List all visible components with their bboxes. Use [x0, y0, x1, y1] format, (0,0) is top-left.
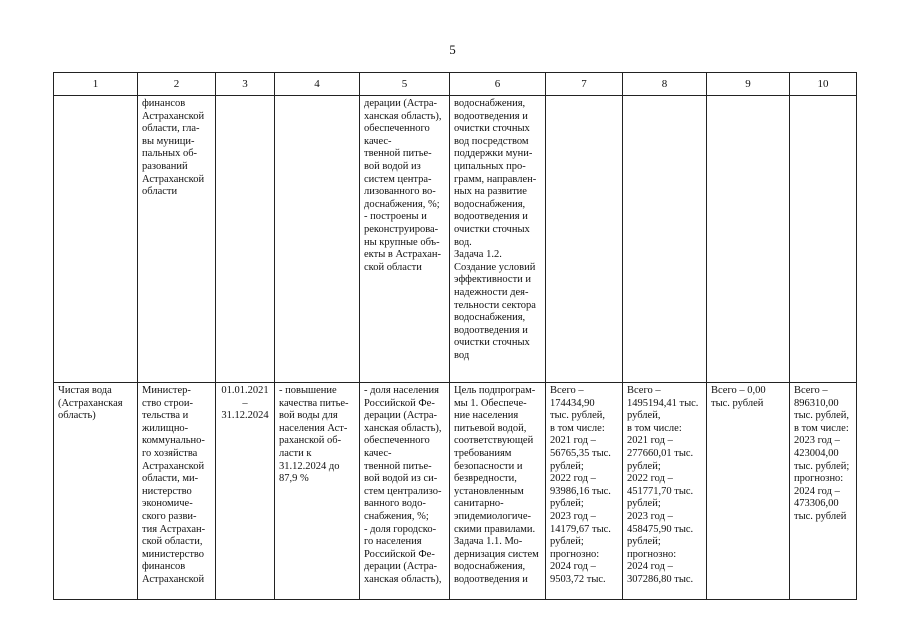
table-cell: Всего – 174434,90 тыс. рублей, в том числе: 2021 год – 56765,35 тыс. рублей; 2022 год – 93986,16 тыс. рублей; 2023 год – 14179,67 тыс. рублей; прогнозно: 2024 год – 9503,72 тыс. — [546, 383, 623, 600]
table-cell: Министер- ство строи- тельства и жилищно- коммунально- го хозяйства Астраханской области, ми- нистерство экономиче- ского разви- тия Астрахан- ской области, министерство финансов Астраханской — [138, 383, 216, 600]
program-table — [53, 72, 857, 600]
table-cell — [216, 96, 275, 383]
page-number: 5 — [449, 42, 456, 57]
header-cell: 7 — [546, 73, 623, 96]
table-cell — [790, 96, 857, 383]
header-row — [54, 73, 857, 96]
table-cell: Всего – 1495194,41 тыс. рублей, в том числе: 2021 год – 277660,01 тыс. рублей; 2022 год – 451771,70 тыс. рублей; 2023 год – 458475,90 тыс. рублей; прогнозно: 2024 год – 307286,80 тыс. — [623, 383, 707, 600]
table-cell: 01.01.2021 – 31.12.2024 — [216, 383, 275, 600]
header-cell: 9 — [707, 73, 790, 96]
table-row — [54, 383, 857, 600]
table-cell: - доля населения Российской Фе- дерации (Астра- ханская область), обеспеченного качес- твенной питье- вой водой из си- стем централизо- ванного водо- снабжения, %; - доля городско- го населения Российской Фе- дерации (Астра- ханская область), — [360, 383, 450, 600]
table-cell — [275, 96, 360, 383]
table-cell: Всего – 0,00 тыс. рублей — [707, 383, 790, 600]
table-cell: водоснабжения, водоотведения и очистки сточных вод посредством поддержки муни- ципальных про- грамм, направлен- ных на развитие водоснабжения, водоотведения и очистки сточных вод. Задача 1.2. Создание условий эффективности и надежности дея- тельности сектора водоснабжения, водоотведения и очистки сточных вод — [450, 96, 546, 383]
table-cell: финансов Астраханской области, гла- вы муници- пальных об- разований Астраханской области — [138, 96, 216, 383]
table-cell: Чистая вода (Астраханская область) — [54, 383, 138, 600]
header-cell: 6 — [450, 73, 546, 96]
header-cell: 1 — [54, 73, 138, 96]
table-row — [54, 96, 857, 383]
header-cell: 4 — [275, 73, 360, 96]
table-cell: - повышение качества питье- вой воды для населения Аст- раханской об- ласти к 31.12.2024 до 87,9 % — [275, 383, 360, 600]
table-cell — [54, 96, 138, 383]
table-cell — [623, 96, 707, 383]
header-cell: 3 — [216, 73, 275, 96]
header-cell: 2 — [138, 73, 216, 96]
table-cell — [707, 96, 790, 383]
table-cell — [546, 96, 623, 383]
table-cell: Всего – 896310,00 тыс. рублей, в том числе: 2023 год – 423004,00 тыс. рублей; прогнозно: 2024 год – 473306,00 тыс. рублей — [790, 383, 857, 600]
header-cell: 10 — [790, 73, 857, 96]
header-cell: 5 — [360, 73, 450, 96]
table-cell: дерации (Астра- ханская область), обеспеченного качес- твенной питье- вой водой из систем центра- лизованного во- доснабжения, %; - построены и реконструирова- ны крупные объ- екты в Астрахан- ской области — [360, 96, 450, 383]
table-cell: Цель подпрограм- мы 1. Обеспече- ние населения питьевой водой, соответствующей требованиям безопасности и безвредности, установленным санитарно- эпидемиологиче- скими правилами. Задача 1.1. Мо- дернизация систем водоснабжения, водоотведения и — [450, 383, 546, 600]
header-cell: 8 — [623, 73, 707, 96]
